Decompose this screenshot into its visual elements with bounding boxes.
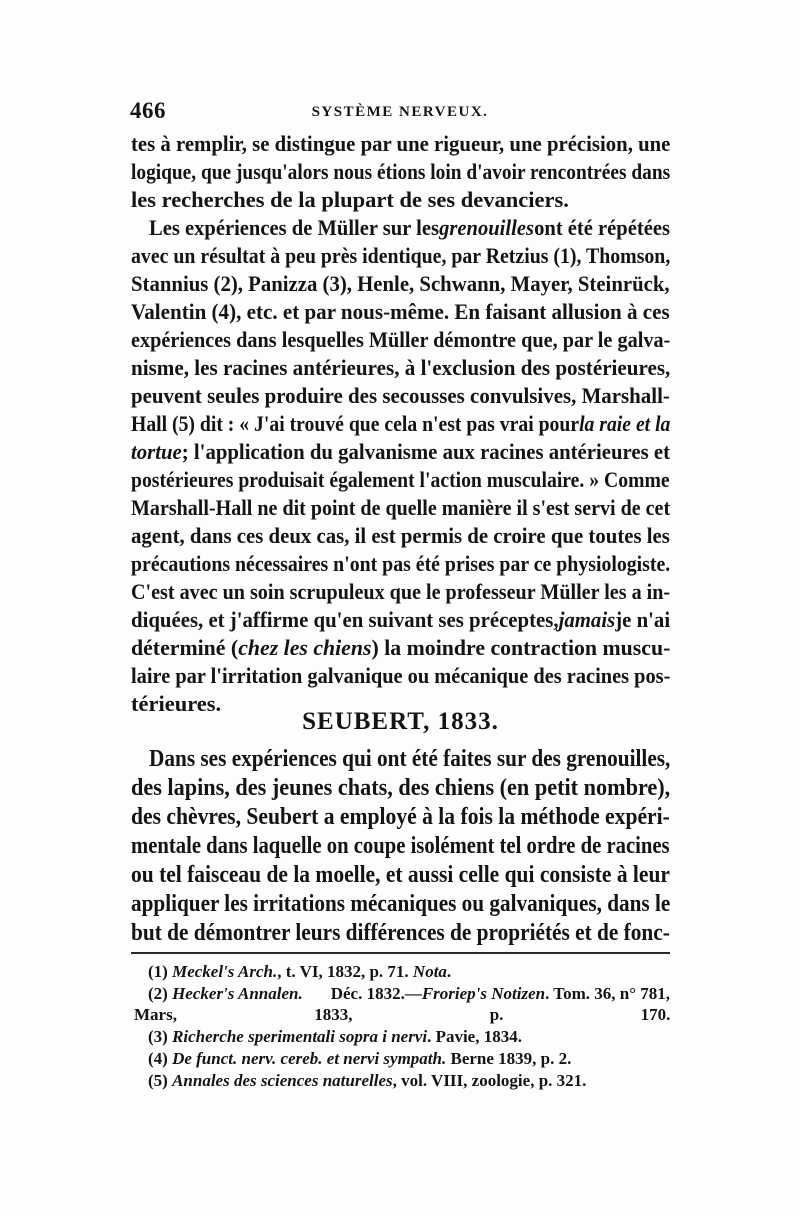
text-line: but de démontrer leurs différences de propriétés et de fonc- xyxy=(131,920,670,946)
text-line: tortue ; l'application du galvanisme aux racines antérieures et xyxy=(131,439,671,464)
text-line: Dans ses expériences qui ont été faites sur des grenouilles, xyxy=(149,746,671,772)
running-title: SYSTÈME NERVEUX. xyxy=(311,104,489,120)
text-line: Les expériences de Müller sur les grenouilles ont été répétées xyxy=(149,215,670,240)
text-line: laire par l'irritation galvanique ou mécanique des racines pos- xyxy=(131,663,671,688)
text-line: des chèvres, Seubert a employé à la fois la méthode expéri- xyxy=(131,804,670,830)
text-line: déterminé ( chez les chiens ) la moindre contraction muscu- xyxy=(131,635,671,660)
text-line: avec un résultat à peu près identique, par Retzius (1), Thomson, xyxy=(131,243,671,268)
text-line: diquées, et j'affirme qu'en suivant ses préceptes, jamais je n'ai xyxy=(131,607,671,632)
text-line: Hall (5) dit : « J'ai trouvé que cela n'est pas vrai pour la raie et la xyxy=(131,411,671,436)
text-line: térieures. xyxy=(131,691,222,716)
page-header xyxy=(130,98,670,128)
page-number: 466 xyxy=(130,98,166,123)
footnote: (1) Meckel's Arch., t. VI, 1832, p. 71. Nota. xyxy=(148,962,452,981)
section-heading: SEUBERT, 1833. xyxy=(302,708,499,735)
text-line: Marshall-Hall ne dit point de quelle manière il s'est servi de cet xyxy=(131,495,671,520)
text-line: les recherches de la plupart de ses devanciers. xyxy=(131,187,569,212)
text-line: nisme, les racines antérieures, à l'exclusion des postérieures, xyxy=(131,355,671,380)
footnote-continuation: Mars, 1833, p. 170. xyxy=(134,1005,671,1024)
footnote: (3) Richerche sperimentali sopra i nervi. Pavie, 1834. xyxy=(148,1027,522,1046)
footnote: (4) De funct. nerv. cereb. et nervi sympath. Berne 1839, p. 2. xyxy=(148,1049,572,1068)
text-line: Stannius (2), Panizza (3), Henle, Schwann, Mayer, Steinrück, xyxy=(131,271,670,296)
text-line: peuvent seules produire des secousses convulsives, Marshall- xyxy=(131,383,670,408)
text-line: expériences dans lesquelles Müller démontre que, par le galva- xyxy=(131,327,671,352)
text-line: des lapins, des jeunes chats, des chiens (en petit nombre), xyxy=(131,775,671,801)
text-line: Valentin (4), etc. et par nous-même. En faisant allusion à ces xyxy=(131,299,670,324)
footnote-rule xyxy=(131,952,670,954)
text-line: précautions nécessaires n'ont pas été prises par ce physiologiste. xyxy=(131,551,671,576)
text-line: logique, que jusqu'alors nous étions loin d'avoir rencontrées dans xyxy=(131,159,671,184)
text-line: mentale dans laquelle on coupe isolément tel ordre de racines xyxy=(131,833,670,859)
text-line: agent, dans ces deux cas, il est permis de croire que toutes les xyxy=(131,523,670,548)
footnote: (2) Hecker's Annalen. Déc. 1832.—Froriep's Notizen. Tom. 36, n° 781, xyxy=(148,984,670,1003)
text-line: C'est avec un soin scrupuleux que le professeur Müller les a in- xyxy=(131,579,671,604)
text-line: ou tel faisceau de la moelle, et aussi celle qui consiste à leur xyxy=(131,862,670,888)
text-line: tes à remplir, se distingue par une rigueur, une précision, une xyxy=(131,131,671,156)
text-line: postérieures produisait également l'action musculaire. » Comme xyxy=(131,467,670,492)
footnote: (5) Annales des sciences naturelles, vol. VIII, zoologie, p. 321. xyxy=(148,1071,587,1090)
text-line: appliquer les irritations mécaniques ou galvaniques, dans le xyxy=(131,891,671,917)
